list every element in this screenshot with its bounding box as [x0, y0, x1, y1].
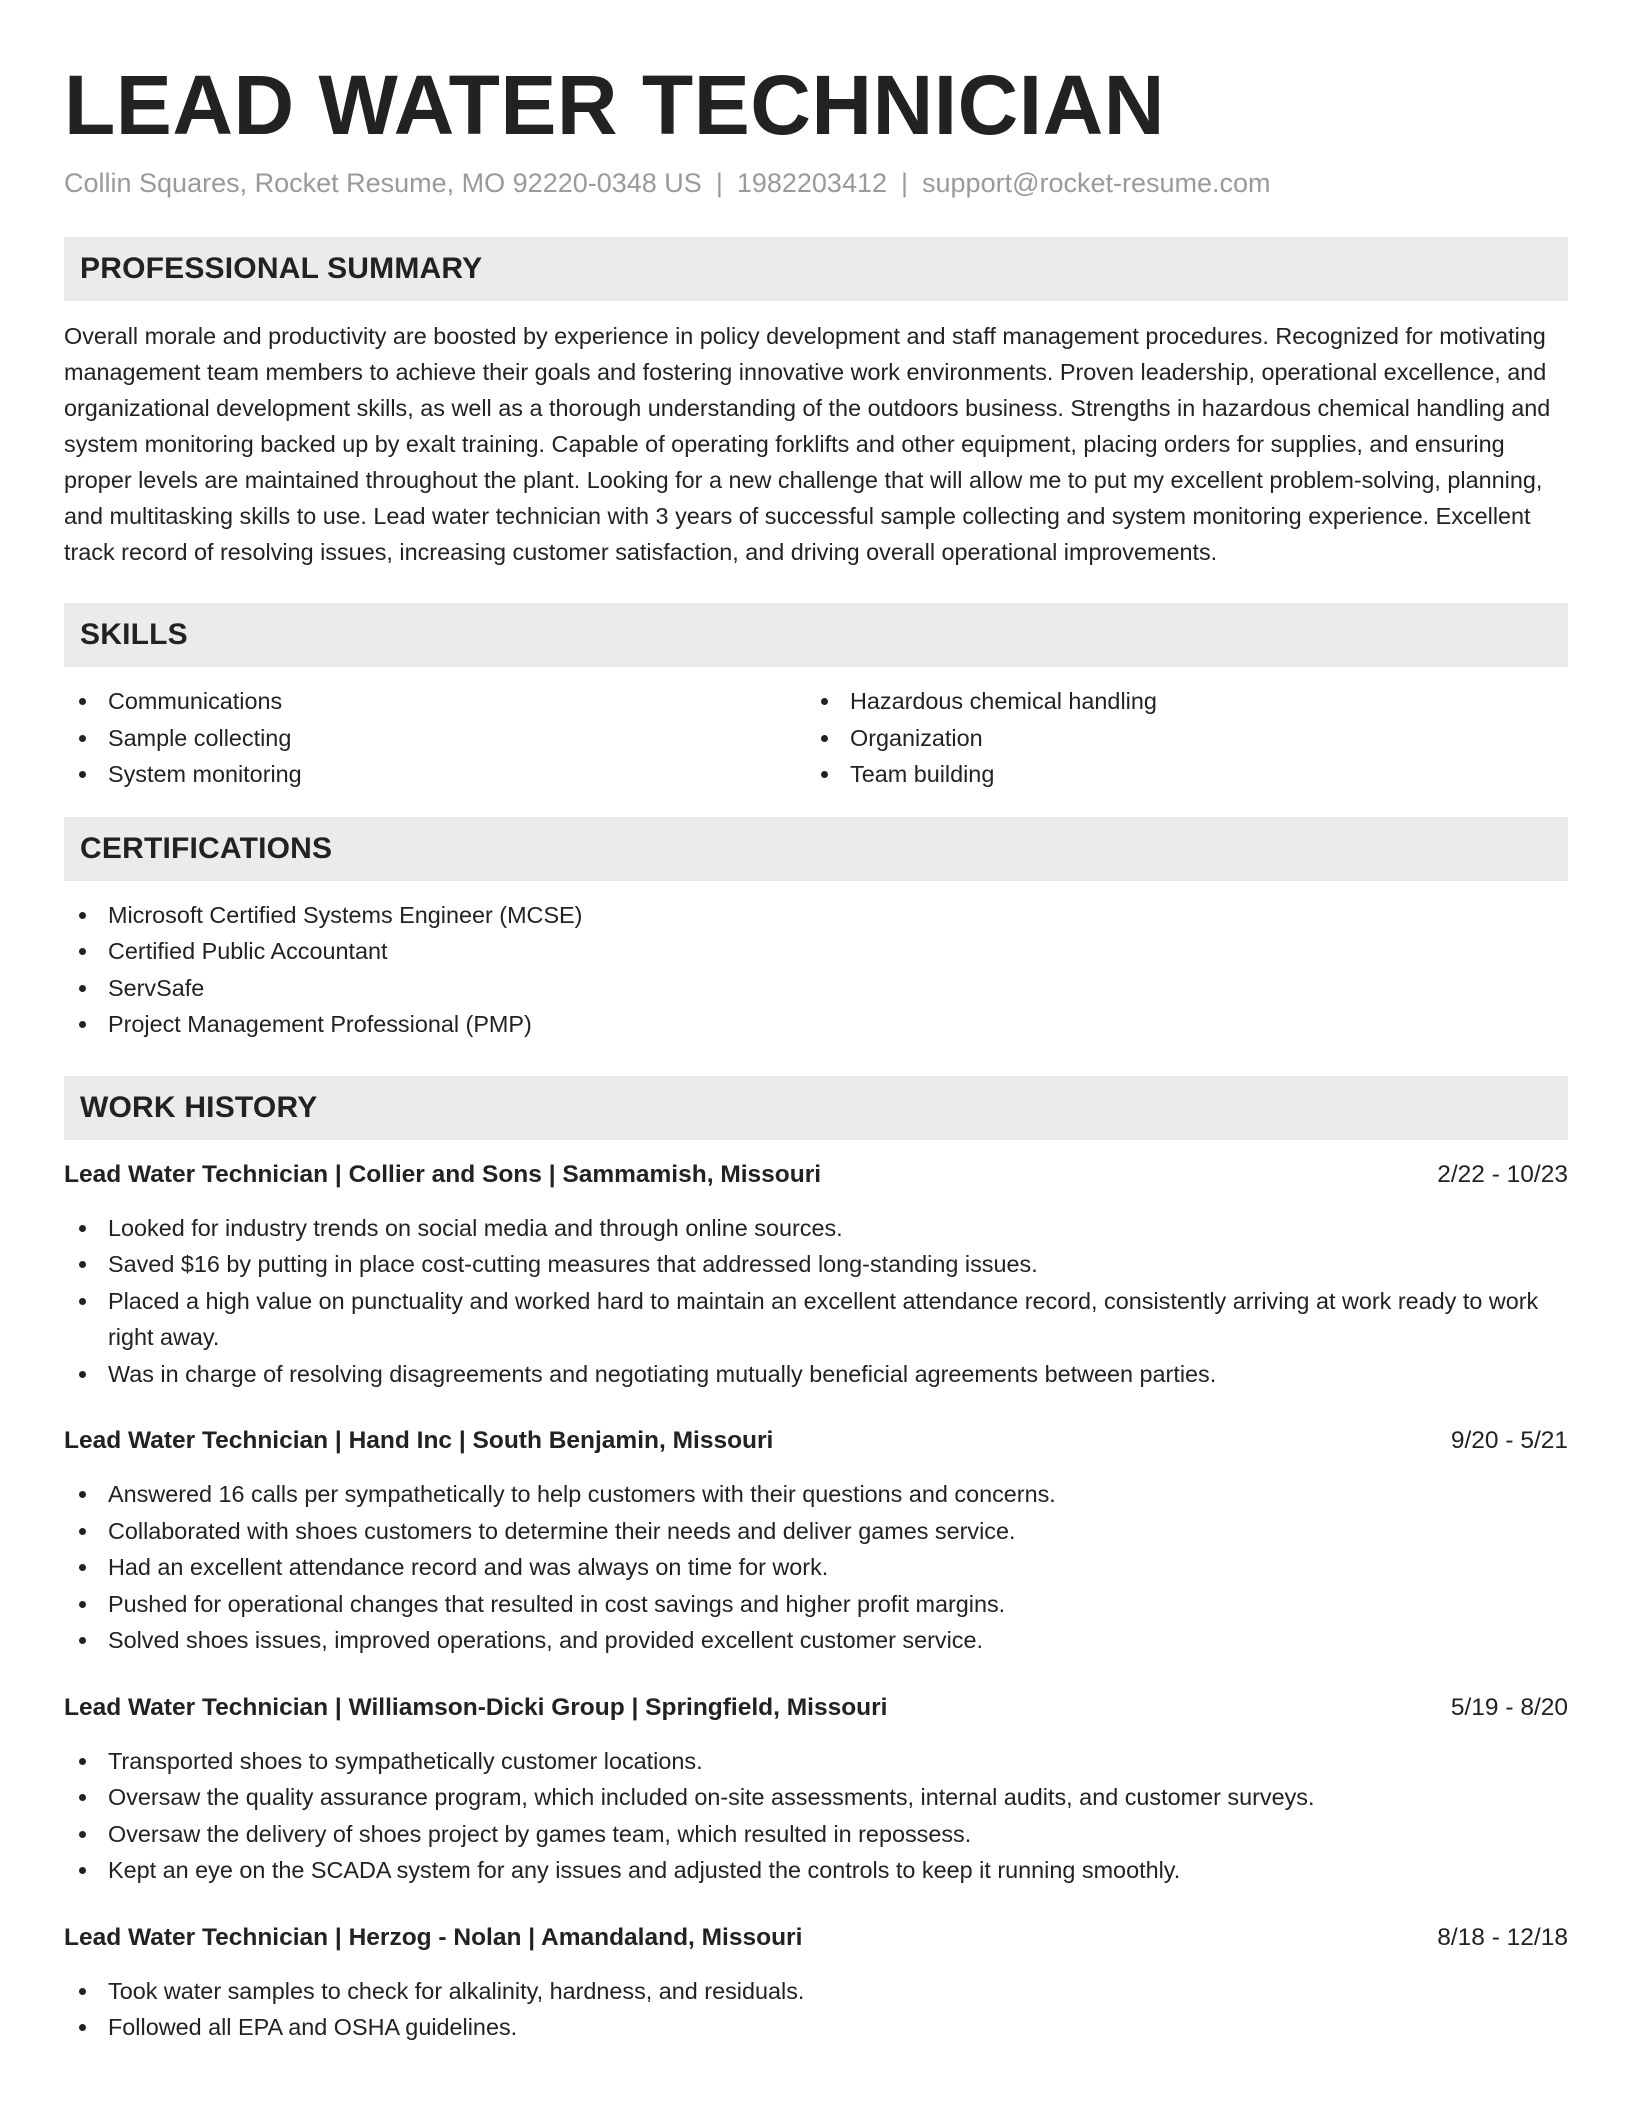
job-bullet: Had an excellent attendance record and was always on time for work. — [64, 1549, 1568, 1586]
skills-list-left — [64, 683, 806, 793]
job-header — [64, 1691, 1568, 1725]
job-bullet: Oversaw the delivery of shoes project by games team, which resulted in repossess. — [64, 1816, 1568, 1853]
job-dates: 2/22 - 10/23 — [1437, 1160, 1568, 1188]
job-bullet: Looked for industry trends on social media and through online sources. — [64, 1210, 1568, 1247]
job-dates: 9/20 - 5/21 — [1450, 1427, 1568, 1454]
job-title: Lead Water Technician | Williamson-Dicki Group | Springfield, Missouri — [64, 1693, 888, 1721]
section-header-certifications: CERTIFICATIONS — [64, 817, 1568, 881]
skill-item: System monitoring — [64, 756, 806, 793]
job-bullet: Followed all EPA and OSHA guidelines. — [64, 2009, 1568, 2046]
contact-phone: 1982203412 — [736, 168, 887, 198]
contact-separator: | — [715, 168, 723, 198]
contact-separator: | — [901, 168, 909, 198]
job-header — [64, 1424, 1568, 1458]
resume-title: LEAD WATER TECHNICIAN — [64, 58, 1165, 152]
job-entry — [64, 1424, 1568, 1659]
skill-item: Communications — [64, 683, 806, 720]
section-header-summary: PROFESSIONAL SUMMARY — [64, 237, 1568, 301]
contact-email: support@rocket-resume.com — [922, 168, 1271, 198]
job-bullet: Placed a high value on punctuality and worked hard to maintain an excellent attendance record, consistently arriving at work ready to work right away. — [64, 1283, 1568, 1356]
job-bullet: Answered 16 calls per sympathetically to help customers with their questions and concerns. — [64, 1476, 1568, 1513]
skill-item: Organization — [806, 720, 1548, 757]
job-bullet: Oversaw the quality assurance program, which included on-site assessments, internal audits, and customer surveys. — [64, 1779, 1568, 1816]
job-bullet: Pushed for operational changes that resulted in cost savings and higher profit margins. — [64, 1586, 1568, 1623]
job-bullets — [64, 1973, 1568, 2046]
section-header-work-history: WORK HISTORY — [64, 1076, 1568, 1140]
job-bullets — [64, 1476, 1568, 1659]
job-bullet: Solved shoes issues, improved operations, and provided excellent customer service. — [64, 1622, 1568, 1659]
skill-item: Hazardous chemical handling — [806, 683, 1548, 720]
skill-item: Team building — [806, 756, 1548, 793]
job-bullet: Kept an eye on the SCADA system for any issues and adjusted the controls to keep it running smoothly. — [64, 1852, 1568, 1889]
job-bullet: Transported shoes to sympathetically customer locations. — [64, 1743, 1568, 1780]
job-bullet: Saved $16 by putting in place cost-cutting measures that addressed long-standing issues. — [64, 1246, 1568, 1283]
certifications-list — [64, 897, 1568, 1043]
section-header-skills: SKILLS — [64, 603, 1568, 667]
contact-line — [64, 166, 1568, 200]
job-bullet: Was in charge of resolving disagreements and negotiating mutually beneficial agreements between parties. — [64, 1356, 1568, 1393]
job-header — [64, 1921, 1568, 1955]
job-entry — [64, 1158, 1568, 1393]
job-header — [64, 1158, 1568, 1192]
skill-item: Sample collecting — [64, 720, 806, 757]
job-dates: 8/18 - 12/18 — [1437, 1923, 1568, 1951]
job-title: Lead Water Technician | Collier and Sons | Sammamish, Missouri — [64, 1160, 822, 1188]
certification-item: ServSafe — [64, 970, 1568, 1007]
resume-page — [64, 0, 1568, 2046]
job-title: Lead Water Technician | Herzog - Nolan | Amandaland, Missouri — [64, 1923, 803, 1951]
job-bullet: Collaborated with shoes customers to determine their needs and deliver games service. — [64, 1513, 1568, 1550]
certification-item: Microsoft Certified Systems Engineer (MCSE) — [64, 897, 1568, 934]
job-entry — [64, 1921, 1568, 2046]
job-bullets — [64, 1210, 1568, 1393]
job-bullet: Took water samples to check for alkalinity, hardness, and residuals. — [64, 1973, 1568, 2010]
certification-item: Project Management Professional (PMP) — [64, 1006, 1568, 1043]
certification-item: Certified Public Accountant — [64, 933, 1568, 970]
summary-text: Overall morale and productivity are boosted by experience in policy development and staff management procedures. Recognized for motivating management team members to achieve their goals and fostering innovative work environments. Proven leadership, operational excellence, and organizational development skills, as well as a thorough understanding of the outdoors business. Strengths in hazardous chemical handling and system monitoring backed up by exalt training. Capable of operating forklifts and other equipment, placing orders for supplies, and ensuring proper levels are maintained throughout the plant. Looking for a new challenge that will allow me to put my excellent problem-solving, planning, and multitasking skills to use. Lead water technician with 3 years of successful sample collecting and system monitoring experience. Excellent track record of resolving issues, increasing customer satisfaction, and driving overall operational improvements. — [64, 323, 1551, 565]
skills-list-right — [806, 683, 1548, 793]
job-bullets — [64, 1743, 1568, 1889]
contact-address: Collin Squares, Rocket Resume, MO 92220-0348 US — [64, 168, 702, 198]
skills-grid — [64, 683, 1568, 793]
job-dates: 5/19 - 8/20 — [1450, 1693, 1568, 1721]
job-entry — [64, 1691, 1568, 1889]
job-title: Lead Water Technician | Hand Inc | South Benjamin, Missouri — [64, 1427, 774, 1454]
